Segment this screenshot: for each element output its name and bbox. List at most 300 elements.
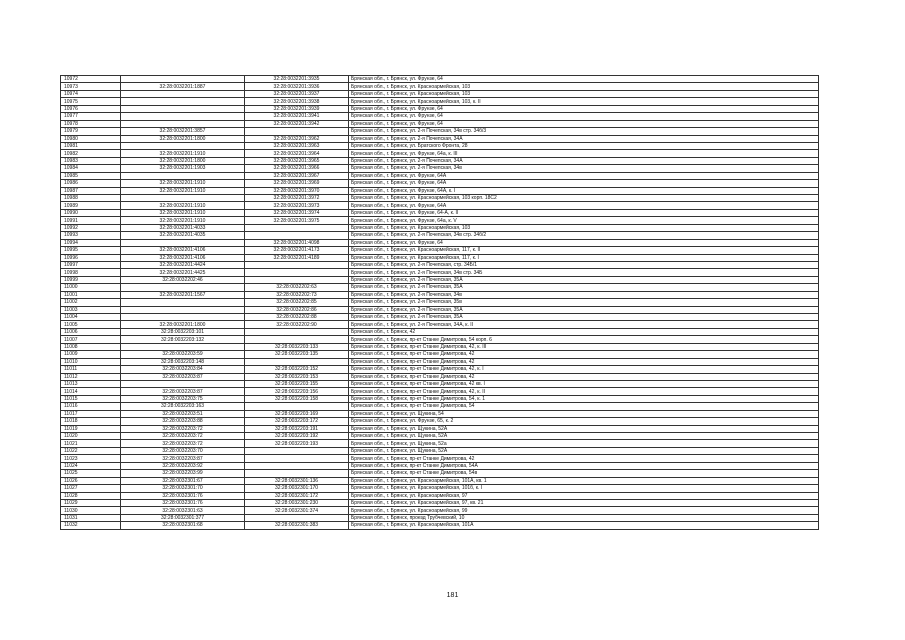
- object-cadastral-cell: 32:28:0032201:3975: [245, 217, 349, 224]
- table-row: [61, 366, 819, 373]
- table-row: [61, 403, 819, 410]
- address-cell: Брянская обл., г. Брянск, ул. Щукина, 52а: [349, 440, 819, 447]
- object-cadastral-cell: 32:28:0032201:3939: [245, 105, 349, 112]
- parcel-cadastral-cell: [121, 105, 245, 112]
- object-cadastral-cell: 32:28:0032201:3938: [245, 98, 349, 105]
- table-row: [61, 261, 819, 268]
- row-number-cell: 11020: [61, 433, 121, 440]
- object-cadastral-cell: [245, 336, 349, 343]
- table-row: [61, 447, 819, 454]
- parcel-cadastral-cell: 32:28:0032203:87: [121, 455, 245, 462]
- object-cadastral-cell: 32:28:0032202:73: [245, 291, 349, 298]
- parcel-cadastral-cell: 32:28:0032301:377: [121, 514, 245, 521]
- address-cell: Брянская обл., г. Брянск, ул. Красноармейская, 97: [349, 492, 819, 499]
- object-cadastral-cell: 32:28:0032203:191: [245, 425, 349, 432]
- address-cell: Брянская обл., г. Брянск, ул. Фрунзе, 64А: [349, 180, 819, 187]
- row-number-cell: 10981: [61, 142, 121, 149]
- row-number-cell: 11019: [61, 425, 121, 432]
- row-number-cell: 10975: [61, 98, 121, 105]
- address-cell: Брянская обл., г. Брянск, ул. Щукина, 52А: [349, 425, 819, 432]
- table-row: [61, 455, 819, 462]
- row-number-cell: 10986: [61, 180, 121, 187]
- address-cell: Брянская обл., г. Брянск, пр-кт Станке Димитрова, 54, к. 1: [349, 395, 819, 402]
- object-cadastral-cell: [245, 403, 349, 410]
- row-number-cell: 11028: [61, 492, 121, 499]
- address-cell: Брянская обл., г. Брянск, ул. 2-я Почепская, 35А: [349, 284, 819, 291]
- table-row: [61, 507, 819, 514]
- parcel-cadastral-cell: 32:28:0032201:4035: [121, 232, 245, 239]
- parcel-cadastral-cell: [121, 239, 245, 246]
- parcel-cadastral-cell: 32:28:0032203:84: [121, 366, 245, 373]
- object-cadastral-cell: 32:28:0032203:152: [245, 366, 349, 373]
- parcel-cadastral-cell: 32:28:0032201:4106: [121, 247, 245, 254]
- table-row: [61, 418, 819, 425]
- parcel-cadastral-cell: 32:28:0032203:163: [121, 403, 245, 410]
- row-number-cell: 10973: [61, 83, 121, 90]
- object-cadastral-cell: 32:28:0032201:3965: [245, 157, 349, 164]
- table-row: [61, 76, 819, 83]
- table-row: [61, 195, 819, 202]
- parcel-cadastral-cell: 32:28:0032201:1800: [121, 321, 245, 328]
- address-cell: Брянская обл., г. Брянск, ул. 2-я Почепская, 34в: [349, 291, 819, 298]
- object-cadastral-cell: 32:28:0032301:170: [245, 485, 349, 492]
- address-cell: Брянская обл., г. Брянск, ул. Фрунзе, 64: [349, 76, 819, 83]
- table-row: [61, 522, 819, 529]
- address-cell: Брянская обл., г. Брянск, ул. 2-я Почепская, 35А: [349, 276, 819, 283]
- address-cell: Брянская обл., г. Брянск, ул. 2-я Почепская, 34А: [349, 157, 819, 164]
- parcel-cadastral-cell: 32:28:0032301:76: [121, 492, 245, 499]
- table-row: [61, 291, 819, 298]
- row-number-cell: 10979: [61, 128, 121, 135]
- table-row: [61, 440, 819, 447]
- table-row: [61, 276, 819, 283]
- parcel-cadastral-cell: [121, 380, 245, 387]
- parcel-cadastral-cell: 32:28:0032203:51: [121, 410, 245, 417]
- row-number-cell: 10996: [61, 254, 121, 261]
- row-number-cell: 11003: [61, 306, 121, 313]
- address-cell: Брянская обл., г. Брянск, пр-кт Станке Димитрова, 54А: [349, 462, 819, 469]
- address-cell: Брянская обл., г. Брянск, пр-кт Станке Димитрова, 54: [349, 403, 819, 410]
- parcel-cadastral-cell: [121, 113, 245, 120]
- parcel-cadastral-cell: 32:28:0032201:1800: [121, 135, 245, 142]
- row-number-cell: 10998: [61, 269, 121, 276]
- parcel-cadastral-cell: 32:28:0032201:1910: [121, 180, 245, 187]
- parcel-cadastral-cell: 32:28:0032201:1910: [121, 217, 245, 224]
- row-number-cell: 11023: [61, 455, 121, 462]
- parcel-cadastral-cell: 32:28:0032203:92: [121, 462, 245, 469]
- parcel-cadastral-cell: [121, 306, 245, 313]
- address-cell: Брянская обл., г. Брянск, ул. Красноармейская, 117, к. I: [349, 254, 819, 261]
- parcel-cadastral-cell: 32:28:0032201:1910: [121, 209, 245, 216]
- row-number-cell: 11006: [61, 328, 121, 335]
- parcel-cadastral-cell: [121, 142, 245, 149]
- object-cadastral-cell: 32:28:0032201:3974: [245, 209, 349, 216]
- object-cadastral-cell: [245, 269, 349, 276]
- address-cell: Брянская обл., г. Брянск, ул. 2-я Почепская, 34в стр. 34б/3: [349, 128, 819, 135]
- row-number-cell: 11000: [61, 284, 121, 291]
- object-cadastral-cell: [245, 224, 349, 231]
- object-cadastral-cell: 32:28:0032203:193: [245, 440, 349, 447]
- row-number-cell: 11011: [61, 366, 121, 373]
- table-row: [61, 254, 819, 261]
- table-row: [61, 299, 819, 306]
- address-cell: Брянская обл., г. Брянск, ул. 2-я Почепская, 35А: [349, 314, 819, 321]
- row-number-cell: 11001: [61, 291, 121, 298]
- parcel-cadastral-cell: 32:28:0032203:72: [121, 440, 245, 447]
- table-row: [61, 239, 819, 246]
- row-number-cell: 11031: [61, 514, 121, 521]
- address-cell: Брянская обл., г. Брянск, ул. 2-я Почепская, 34в стр. 34Б: [349, 269, 819, 276]
- parcel-cadastral-cell: 32:28:0032201:4424: [121, 261, 245, 268]
- object-cadastral-cell: 32:28:0032203:156: [245, 388, 349, 395]
- row-number-cell: 10976: [61, 105, 121, 112]
- table-row: [61, 477, 819, 484]
- object-cadastral-cell: [245, 514, 349, 521]
- row-number-cell: 10997: [61, 261, 121, 268]
- table-row: [61, 373, 819, 380]
- object-cadastral-cell: 32:28:0032202:63: [245, 284, 349, 291]
- object-cadastral-cell: 32:28:0032301:230: [245, 499, 349, 506]
- table-row: [61, 470, 819, 477]
- row-number-cell: 10987: [61, 187, 121, 194]
- address-cell: Брянская обл., г. Брянск, ул. Красноармейская, 101А: [349, 522, 819, 529]
- parcel-cadastral-cell: [121, 314, 245, 321]
- parcel-cadastral-cell: 32:28:0032301:68: [121, 522, 245, 529]
- table-row: [61, 142, 819, 149]
- object-cadastral-cell: 32:28:0032203:153: [245, 373, 349, 380]
- address-cell: Брянская обл., г. Брянск, 42: [349, 328, 819, 335]
- address-cell: Брянская обл., г. Брянск, ул. Фрунзе, 64А, к. I: [349, 187, 819, 194]
- parcel-cadastral-cell: 32:28:0032201:4106: [121, 254, 245, 261]
- row-number-cell: 11005: [61, 321, 121, 328]
- row-number-cell: 11004: [61, 314, 121, 321]
- row-number-cell: 11025: [61, 470, 121, 477]
- parcel-cadastral-cell: 32:28:0032203:72: [121, 425, 245, 432]
- object-cadastral-cell: 32:28:0032203:135: [245, 351, 349, 358]
- object-cadastral-cell: [245, 261, 349, 268]
- table-row: [61, 269, 819, 276]
- row-number-cell: 10992: [61, 224, 121, 231]
- parcel-cadastral-cell: 32:28:0032301:76: [121, 499, 245, 506]
- parcel-cadastral-cell: [121, 76, 245, 83]
- address-cell: Брянская обл., г. Брянск, ул. Красноармейская, 99: [349, 507, 819, 514]
- object-cadastral-cell: 32:28:0032201:3967: [245, 172, 349, 179]
- address-cell: Брянская обл., г. Брянск, ул. Фрунзе, 64а, к. V: [349, 217, 819, 224]
- parcel-cadastral-cell: 32:28:0032202:46: [121, 276, 245, 283]
- row-number-cell: 11029: [61, 499, 121, 506]
- object-cadastral-cell: 32:28:0032201:3966: [245, 165, 349, 172]
- table-row: [61, 105, 819, 112]
- row-number-cell: 10982: [61, 150, 121, 157]
- object-cadastral-cell: 32:28:0032201:3942: [245, 120, 349, 127]
- row-number-cell: 10984: [61, 165, 121, 172]
- row-number-cell: 11009: [61, 351, 121, 358]
- table-row: [61, 284, 819, 291]
- row-number-cell: 10977: [61, 113, 121, 120]
- parcel-cadastral-cell: [121, 299, 245, 306]
- object-cadastral-cell: 32:28:0032201:3936: [245, 83, 349, 90]
- address-cell: Брянская обл., г. Брянск, ул. Фрунзе, 65, к. 2: [349, 418, 819, 425]
- table-row: [61, 336, 819, 343]
- address-cell: Брянская обл., г. Брянск, пр-кт Станке Димитрова, 42, к. I: [349, 366, 819, 373]
- object-cadastral-cell: [245, 447, 349, 454]
- table-row: [61, 328, 819, 335]
- object-cadastral-cell: 32:28:0032202:86: [245, 306, 349, 313]
- object-cadastral-cell: 32:28:0032201:3963: [245, 142, 349, 149]
- table-row: [61, 187, 819, 194]
- parcel-cadastral-cell: 32:28:0032203:87: [121, 388, 245, 395]
- object-cadastral-cell: 32:28:0032301:374: [245, 507, 349, 514]
- object-cadastral-cell: [245, 232, 349, 239]
- parcel-cadastral-cell: [121, 284, 245, 291]
- parcel-cadastral-cell: 32:28:0032201:1800: [121, 157, 245, 164]
- parcel-cadastral-cell: 32:28:0032203:99: [121, 470, 245, 477]
- parcel-cadastral-cell: [121, 120, 245, 127]
- row-number-cell: 10994: [61, 239, 121, 246]
- row-number-cell: 11007: [61, 336, 121, 343]
- address-cell: Брянская обл., г. Брянск, ул. Щукина, 54: [349, 410, 819, 417]
- row-number-cell: 10989: [61, 202, 121, 209]
- parcel-cadastral-cell: 32:28:0032201:1910: [121, 150, 245, 157]
- table-row: [61, 395, 819, 402]
- table-row: [61, 150, 819, 157]
- page-number: 181: [446, 592, 459, 599]
- parcel-cadastral-cell: 32:28:0032203:70: [121, 447, 245, 454]
- row-number-cell: 11002: [61, 299, 121, 306]
- address-cell: Брянская обл., г. Брянск, ул. Фрунзе, 64А: [349, 172, 819, 179]
- table-row: [61, 128, 819, 135]
- address-cell: Брянская обл., г. Брянск, пр-кт Станке Димитрова, 54в: [349, 470, 819, 477]
- row-number-cell: 11008: [61, 343, 121, 350]
- address-cell: Брянская обл., г. Брянск, пр-кт Станке Димитрова, 42: [349, 351, 819, 358]
- object-cadastral-cell: [245, 462, 349, 469]
- parcel-cadastral-cell: 32:28:0032201:1567: [121, 291, 245, 298]
- parcel-cadastral-cell: 32:28:0032203:72: [121, 433, 245, 440]
- address-cell: Брянская обл., г. Брянск, ул. 2-я Почепская, 35в: [349, 299, 819, 306]
- row-number-cell: 11026: [61, 477, 121, 484]
- address-cell: Брянская обл., г. Брянск, ул. 2-я Почепская, 34А: [349, 135, 819, 142]
- address-cell: Брянская обл., г. Брянск, пр-кт Станке Димитрова, 42: [349, 455, 819, 462]
- object-cadastral-cell: 32:28:0032201:3962: [245, 135, 349, 142]
- parcel-cadastral-cell: 32:28:0032203:75: [121, 395, 245, 402]
- row-number-cell: 11012: [61, 373, 121, 380]
- parcel-cadastral-cell: 32:28:0032301:63: [121, 507, 245, 514]
- object-cadastral-cell: 32:28:0032201:3970: [245, 187, 349, 194]
- parcel-cadastral-cell: [121, 172, 245, 179]
- table-row: [61, 306, 819, 313]
- row-number-cell: 11027: [61, 485, 121, 492]
- address-cell: Брянская обл., г. Брянск, пр-кт Станке Димитрова, 54 корп. 6: [349, 336, 819, 343]
- table-row: [61, 321, 819, 328]
- row-number-cell: 10993: [61, 232, 121, 239]
- address-cell: Брянская обл., г. Брянск, ул. Красноармейская, 101б, к. I: [349, 485, 819, 492]
- table-row: [61, 343, 819, 350]
- address-cell: Брянская обл., г. Брянск, ул. Фрунзе, 64: [349, 113, 819, 120]
- row-number-cell: 11016: [61, 403, 121, 410]
- row-number-cell: 11022: [61, 447, 121, 454]
- row-number-cell: 11015: [61, 395, 121, 402]
- row-number-cell: 10990: [61, 209, 121, 216]
- object-cadastral-cell: [245, 276, 349, 283]
- object-cadastral-cell: [245, 128, 349, 135]
- table-row: [61, 98, 819, 105]
- object-cadastral-cell: [245, 328, 349, 335]
- object-cadastral-cell: [245, 455, 349, 462]
- table-row: [61, 514, 819, 521]
- address-cell: Брянская обл., г. Брянск, ул. Красноармейская, 97, кв. 21: [349, 499, 819, 506]
- address-cell: Брянская обл., г. Брянск, ул. 2-я Почепская, 34А, к. II: [349, 321, 819, 328]
- object-cadastral-cell: 32:28:0032201:3964: [245, 150, 349, 157]
- address-cell: Брянская обл., г. Брянск, пр-кт Станке Димитрова, 42 кв. I: [349, 380, 819, 387]
- object-cadastral-cell: [245, 358, 349, 365]
- object-cadastral-cell: 32:28:0032203:158: [245, 395, 349, 402]
- parcel-cadastral-cell: 32:28:0032201:4033: [121, 224, 245, 231]
- table-row: [61, 485, 819, 492]
- table-row: [61, 202, 819, 209]
- parcel-cadastral-cell: [121, 195, 245, 202]
- table-row: [61, 358, 819, 365]
- row-number-cell: 10999: [61, 276, 121, 283]
- row-number-cell: 10995: [61, 247, 121, 254]
- address-cell: Брянская обл., г. Брянск, ул. Фрунзе, 64: [349, 239, 819, 246]
- address-cell: Брянская обл., г. Брянск, пр-кт Станке Димитрова, 42: [349, 373, 819, 380]
- parcel-cadastral-cell: 32:28:0032203:101: [121, 328, 245, 335]
- table-row: [61, 165, 819, 172]
- row-number-cell: 11021: [61, 440, 121, 447]
- object-cadastral-cell: 32:28:0032203:169: [245, 410, 349, 417]
- object-cadastral-cell: 32:28:0032301:136: [245, 477, 349, 484]
- object-cadastral-cell: 32:28:0032202:85: [245, 299, 349, 306]
- address-cell: Брянская обл., г. Брянск, пр-кт Станке Димитрова, 42, к. III: [349, 343, 819, 350]
- parcel-cadastral-cell: 32:28:0032201:1910: [121, 187, 245, 194]
- parcel-cadastral-cell: 32:28:0032301:70: [121, 485, 245, 492]
- parcel-cadastral-cell: 32:28:0032203:148: [121, 358, 245, 365]
- row-number-cell: 11032: [61, 522, 121, 529]
- table-row: [61, 180, 819, 187]
- object-cadastral-cell: 32:28:0032202:88: [245, 314, 349, 321]
- address-cell: Брянская обл., г. Брянск, ул. Красноармейская, 117, к. II: [349, 247, 819, 254]
- parcel-cadastral-cell: 32:28:0032201:1887: [121, 83, 245, 90]
- object-cadastral-cell: 32:28:0032301:383: [245, 522, 349, 529]
- address-cell: Брянская обл., г. Брянск, ул. 2-я Почепская, 34в: [349, 165, 819, 172]
- object-cadastral-cell: 32:28:0032201:3972: [245, 195, 349, 202]
- table-row: [61, 314, 819, 321]
- parcel-cadastral-cell: 32:28:0032301:67: [121, 477, 245, 484]
- table-row: [61, 157, 819, 164]
- address-cell: Брянская обл., г. Брянск, ул. 2-я Почепская, 34в стр. 34б/2: [349, 232, 819, 239]
- table-row: [61, 217, 819, 224]
- table-row: [61, 499, 819, 506]
- parcel-cadastral-cell: [121, 90, 245, 97]
- table-row: [61, 492, 819, 499]
- table-row: [61, 247, 819, 254]
- object-cadastral-cell: 32:28:0032201:3935: [245, 76, 349, 83]
- table-row: [61, 135, 819, 142]
- address-cell: Брянская обл., г. Брянск, пр-кт Станке Димитрова, 42, к. II: [349, 388, 819, 395]
- address-cell: Брянская обл., г. Брянск, ул. Фрунзе, 64-А, к. II: [349, 209, 819, 216]
- table-row: [61, 90, 819, 97]
- row-number-cell: 10983: [61, 157, 121, 164]
- table-row: [61, 462, 819, 469]
- object-cadastral-cell: 32:28:0032201:3969: [245, 180, 349, 187]
- row-number-cell: 10978: [61, 120, 121, 127]
- parcel-cadastral-cell: 32:28:0032203:88: [121, 418, 245, 425]
- registry-table-body: [61, 76, 819, 530]
- row-number-cell: 11014: [61, 388, 121, 395]
- parcel-cadastral-cell: 32:28:0032203:132: [121, 336, 245, 343]
- parcel-cadastral-cell: 32:28:0032203:59: [121, 351, 245, 358]
- row-number-cell: 11030: [61, 507, 121, 514]
- table-row: [61, 224, 819, 231]
- object-cadastral-cell: 32:28:0032203:172: [245, 418, 349, 425]
- object-cadastral-cell: 32:28:0032202:90: [245, 321, 349, 328]
- address-cell: Брянская обл., г. Брянск, проезд Трубчевский, 10: [349, 514, 819, 521]
- address-cell: Брянская обл., г. Брянск, пр-кт Станке Димитрова, 42: [349, 358, 819, 365]
- address-cell: Брянская обл., г. Брянск, ул. Красноармейская, 103: [349, 90, 819, 97]
- parcel-cadastral-cell: 32:28:0032201:3857: [121, 128, 245, 135]
- address-cell: Брянская обл., г. Брянск, ул. Красноармейская, 101А, кв. 1: [349, 477, 819, 484]
- parcel-cadastral-cell: 32:28:0032201:1903: [121, 165, 245, 172]
- table-row: [61, 388, 819, 395]
- table-row: [61, 209, 819, 216]
- table-row: [61, 433, 819, 440]
- row-number-cell: 11024: [61, 462, 121, 469]
- table-row: [61, 120, 819, 127]
- object-cadastral-cell: 32:28:0032203:133: [245, 343, 349, 350]
- row-number-cell: 10972: [61, 76, 121, 83]
- table-row: [61, 425, 819, 432]
- table-row: [61, 410, 819, 417]
- object-cadastral-cell: 32:28:0032201:4098: [245, 239, 349, 246]
- address-cell: Брянская обл., г. Брянск, ул. Фрунзе, 64А: [349, 202, 819, 209]
- object-cadastral-cell: 32:28:0032203:155: [245, 380, 349, 387]
- table-row: [61, 113, 819, 120]
- address-cell: Брянская обл., г. Брянск, ул. Красноармейская, 103: [349, 224, 819, 231]
- table-row: [61, 83, 819, 90]
- address-cell: Брянская обл., г. Брянск, ул. Фрунзе, 64: [349, 120, 819, 127]
- row-number-cell: 10985: [61, 172, 121, 179]
- object-cadastral-cell: [245, 470, 349, 477]
- object-cadastral-cell: 32:28:0032201:3941: [245, 113, 349, 120]
- parcel-cadastral-cell: [121, 343, 245, 350]
- parcel-cadastral-cell: 32:28:0032201:1910: [121, 202, 245, 209]
- address-cell: Брянская обл., г. Брянск, ул. Щукина, 52А: [349, 433, 819, 440]
- address-cell: Брянская обл., г. Брянск, ул. 2-я Почепская, 35А: [349, 306, 819, 313]
- row-number-cell: 10991: [61, 217, 121, 224]
- table-row: [61, 232, 819, 239]
- parcel-cadastral-cell: 32:28:0032201:4425: [121, 269, 245, 276]
- address-cell: Брянская обл., г. Брянск, ул. Фрунзе, 64: [349, 105, 819, 112]
- table-row: [61, 172, 819, 179]
- object-cadastral-cell: 32:28:0032201:3937: [245, 90, 349, 97]
- row-number-cell: 10988: [61, 195, 121, 202]
- registry-table: [60, 75, 819, 530]
- table-row: [61, 380, 819, 387]
- row-number-cell: 11013: [61, 380, 121, 387]
- object-cadastral-cell: 32:28:0032301:172: [245, 492, 349, 499]
- registry-table-container: [60, 75, 818, 530]
- parcel-cadastral-cell: [121, 98, 245, 105]
- address-cell: Брянская обл., г. Брянск, ул. Братского Фронта, 28: [349, 142, 819, 149]
- address-cell: Брянская обл., г. Брянск, ул. Красноармейская, 103: [349, 83, 819, 90]
- row-number-cell: 11018: [61, 418, 121, 425]
- row-number-cell: 10980: [61, 135, 121, 142]
- address-cell: Брянская обл., г. Брянск, ул. Красноармейская, 103 корп. 18С2: [349, 195, 819, 202]
- address-cell: Брянская обл., г. Брянск, ул. Щукина, 52А: [349, 447, 819, 454]
- address-cell: Брянская обл., г. Брянск, ул. Фрунзе, 64а, к. III: [349, 150, 819, 157]
- object-cadastral-cell: 32:28:0032201:4173: [245, 247, 349, 254]
- table-row: [61, 351, 819, 358]
